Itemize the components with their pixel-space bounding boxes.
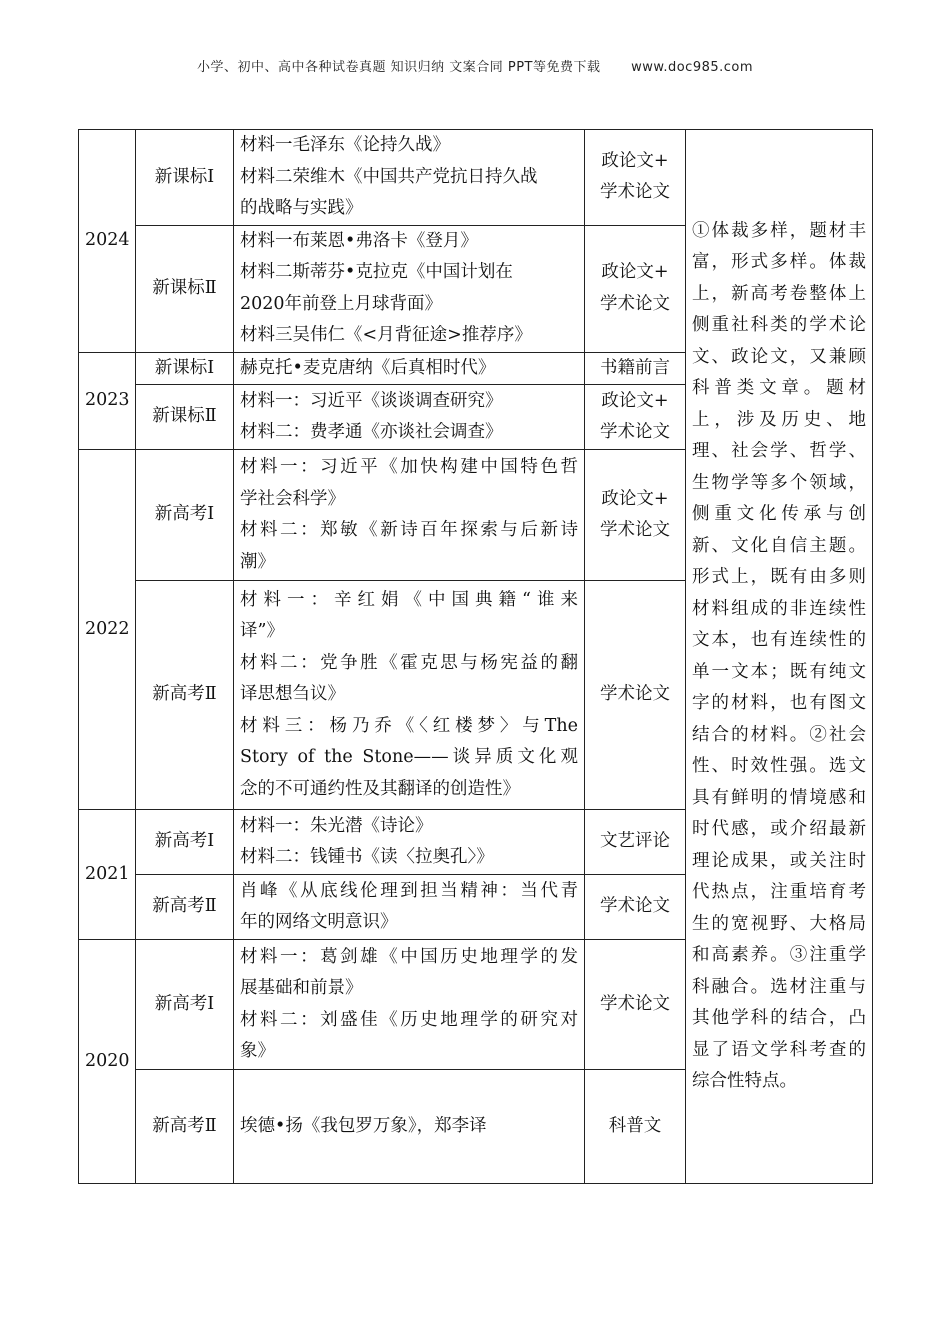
material-line: 学社会科学》 xyxy=(240,488,345,509)
material-line: 材料二：费孝通《亦谈社会调查》 xyxy=(240,422,503,442)
year-cell: 2023 xyxy=(79,352,136,450)
material-line: 材料二：刘盛佳《历史地理学的研究对 xyxy=(240,1009,578,1030)
genre-line: 书籍前言 xyxy=(600,357,670,378)
paper-cell: 新课标Ⅱ xyxy=(136,225,234,352)
material-line: 埃德•扬《我包罗万象》，郑李译 xyxy=(240,1115,487,1136)
paper-cell: 新课标Ⅰ xyxy=(136,130,234,226)
material-line: 材料二荣维木《中国共产党抗日持久战 xyxy=(240,166,538,187)
material-line: 材料一：习近平《谈谈调查研究》 xyxy=(240,390,503,411)
genre-cell xyxy=(585,225,686,352)
genre-line: 学术论文 xyxy=(600,684,670,705)
material-line: 2020年前登上月球背面》 xyxy=(240,293,443,314)
paper-cell: 新高考Ⅰ xyxy=(136,810,234,875)
genre-line: 学术论文 xyxy=(600,293,670,314)
material-line: 象》 xyxy=(240,1041,275,1061)
material-line: 译思想刍议》 xyxy=(240,684,345,705)
material-cell xyxy=(234,352,585,385)
page-header xyxy=(0,56,950,75)
genre-cell xyxy=(585,810,686,875)
year-cell: 2021 xyxy=(79,810,136,940)
material-line: 材料一：辛红娟《中国典籍“谁来 xyxy=(240,589,578,610)
paper-cell: 新高考Ⅰ xyxy=(136,450,234,581)
genre-cell xyxy=(585,130,686,226)
material-line: 年的网络文明意识》 xyxy=(240,912,398,932)
material-line: 材料二斯蒂芬•克拉克《中国计划在 xyxy=(240,262,513,282)
material-line: 译”》 xyxy=(240,621,284,642)
material-line: Story of the Stone——谈异质文化观 xyxy=(240,747,578,768)
header-text: 小学、初中、高中各种试卷真题 知识归纳 文案合同 PPT等免费下载 xyxy=(196,60,601,75)
genre-cell xyxy=(585,1070,686,1184)
material-cell xyxy=(234,385,585,450)
genre-line: 学术论文 xyxy=(600,520,670,540)
genre-line: 政论文+ xyxy=(601,488,669,509)
material-line: 肖峰《从底线伦理到担当精神：当代青 xyxy=(240,880,578,901)
genre-cell xyxy=(585,875,686,940)
material-cell xyxy=(234,875,585,940)
table-row xyxy=(79,130,873,226)
paper-cell: 新课标Ⅰ xyxy=(136,352,234,385)
year-cell: 2020 xyxy=(79,940,136,1184)
material-cell xyxy=(234,1070,585,1184)
header-site[interactable]: www.doc985.com xyxy=(631,60,754,75)
genre-line: 学术论文 xyxy=(600,182,670,203)
material-line: 潮》 xyxy=(240,551,275,572)
material-line: 念的不可通约性及其翻译的创造性》 xyxy=(240,778,520,799)
summary-text: ①体裁多样，题材丰富，形式多样。体裁上，新高考卷整体上侧重社科类的学术论文、政论文，又兼顾科普类文章。题材上，涉及历史、地理、社会学、哲学、生物学等多个领域，侧重文化传承与创新、文化自信主题。形式上，既有由多则材料组成的非连续性文本，也有连续性的单一文本；既有纯文字的材料，也有图文结合的材料。②社会性、时效性强。选文具有鲜明的情境感和时代感，或介绍最新理论成果，或关注时代热点，注重培育考生的宽视野、大格局和高素养。③注重学科融合。选材注重与其他学科的结合，凸显了语文学科考查的综合性特点。 xyxy=(692,220,866,1091)
material-cell xyxy=(234,225,585,352)
material-line: 材料三：杨乃乔《〈红楼梦〉与The xyxy=(240,715,578,736)
material-line: 材料二：钱锺书《读〈拉奥孔〉》 xyxy=(240,847,494,867)
material-line: 材料一：葛剑雄《中国历史地理学的发 xyxy=(240,946,578,967)
material-line: 材料一毛泽东《论持久战》 xyxy=(240,135,450,155)
year-cell: 2024 xyxy=(79,130,136,353)
material-line: 材料一布莱恩•弗洛卡《登月》 xyxy=(240,230,478,251)
genre-cell xyxy=(585,450,686,581)
genre-cell xyxy=(585,385,686,450)
paper-cell: 新高考Ⅱ xyxy=(136,875,234,940)
material-line: 材料一：习近平《加快构建中国特色哲 xyxy=(240,457,578,477)
genre-line: 学术论文 xyxy=(600,896,670,917)
material-line: 赫克托•麦克唐纳《后真相时代》 xyxy=(240,357,496,378)
material-cell xyxy=(234,810,585,875)
genre-cell xyxy=(585,581,686,810)
genre-line: 科普文 xyxy=(608,1115,662,1136)
year-cell: 2022 xyxy=(79,450,136,810)
summary-cell xyxy=(686,130,873,1184)
material-line: 材料一：朱光潜《诗论》 xyxy=(240,815,433,836)
material-line: 材料二：党争胜《霍克思与杨宪益的翻 xyxy=(240,652,578,673)
genre-cell xyxy=(585,940,686,1070)
genre-cell xyxy=(585,352,686,385)
paper-cell: 新高考Ⅱ xyxy=(136,1070,234,1184)
material-line: 材料三吴伟仁《<月背征途>推荐序》 xyxy=(240,325,532,345)
genre-line: 政论文+ xyxy=(601,150,669,171)
material-cell xyxy=(234,130,585,226)
material-cell xyxy=(234,581,585,810)
material-line: 材料二：郑敏《新诗百年探索与后新诗 xyxy=(240,520,578,540)
paper-cell: 新课标Ⅱ xyxy=(136,385,234,450)
paper-cell: 新高考Ⅰ xyxy=(136,940,234,1070)
material-cell xyxy=(234,940,585,1070)
material-line: 的战略与实践》 xyxy=(240,198,363,218)
genre-line: 学术论文 xyxy=(600,422,670,442)
genre-line: 政论文+ xyxy=(601,262,669,282)
paper-cell: 新高考Ⅱ xyxy=(136,581,234,810)
genre-line: 文艺评论 xyxy=(600,831,670,852)
genre-line: 政论文+ xyxy=(601,390,669,411)
material-cell xyxy=(234,450,585,581)
exam-source-table xyxy=(78,129,873,1184)
material-line: 展基础和前景》 xyxy=(240,978,363,998)
genre-line: 学术论文 xyxy=(600,993,670,1014)
